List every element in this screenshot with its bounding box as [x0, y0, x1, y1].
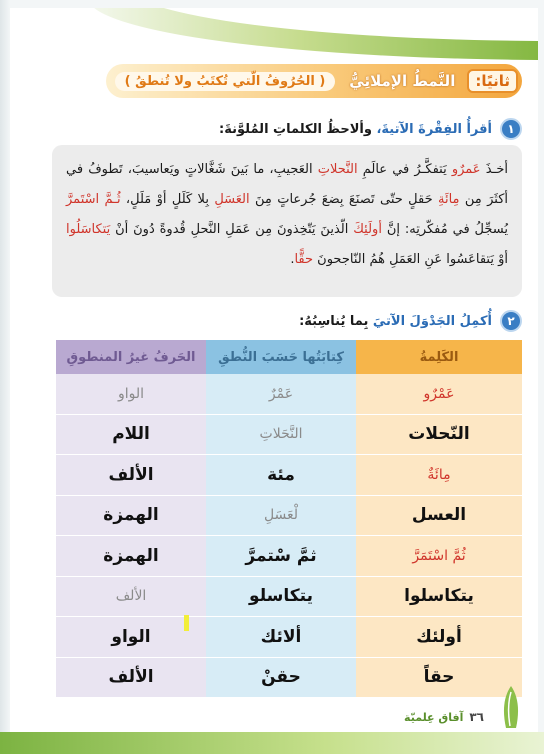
- table-cell-word: أولئك: [356, 617, 522, 658]
- table-cell-pron: النَّحَلاتِ: [206, 415, 356, 456]
- table-cell-word: ثُمَّ اسْتَمَرَّ: [356, 536, 522, 577]
- question-2-prefix: أُكمِلُ الجَدْوَلَ الآتيَ: [372, 313, 492, 329]
- table-cell-letter: الهمزة: [56, 496, 206, 537]
- paragraph-text: بِلا كَلَلٍ أوْ مَلَلٍ،: [120, 192, 215, 207]
- table-cell-letter: الهمزة: [56, 536, 206, 577]
- exercise-table: [56, 340, 522, 698]
- highlighted-word: النَّحلاتِ: [317, 162, 358, 177]
- highlighted-word: حقًّا: [294, 252, 314, 267]
- highlighted-word: ثُـمَّ اسْتَمرَّ: [66, 192, 121, 207]
- section-header: [106, 64, 522, 98]
- section-tag: ثانيًا:: [467, 69, 518, 93]
- table-cell-pron: مئة: [206, 455, 356, 496]
- reading-paragraph: [52, 145, 522, 297]
- paragraph-text: الّذينَ يَتّخِذونَ مِن عَمَلِ النَّحلِ قُدوةً دُونَ أنْ: [110, 222, 354, 237]
- column-header-silent-letter: الحَرفُ غيرُ المنطوقِ: [56, 340, 206, 374]
- table-cell-pron: حقنْ: [206, 658, 356, 699]
- table-cell-pron: عَمْرٌ: [206, 374, 356, 415]
- highlighted-word: العَسَلِ: [214, 192, 250, 207]
- question-1-suffix: وألاحظُ الكلماتِ المُلوَّنةَ:: [219, 121, 377, 137]
- table-cell-word: يتكاسلوا: [356, 577, 522, 618]
- page-number: ٣٦: [469, 710, 484, 724]
- paragraph-text: أوْ يَتقاعَسُوا عَنِ العَمَلِ هُمُ النّاجحونَ: [313, 252, 508, 267]
- question-number-badge: ٢: [500, 310, 522, 332]
- column-header-word: الكَلِمةُ: [356, 340, 522, 374]
- column-header-pronunciation: كِتابَتُها حَسَبَ النُّطقِ: [206, 340, 356, 374]
- table-cell-letter: الواو: [56, 617, 206, 658]
- column-pronunciation: [206, 340, 356, 698]
- question-1-text: [219, 122, 492, 137]
- table-cell-pron: ألائك: [206, 617, 356, 658]
- table-cell-letter: الألف: [56, 455, 206, 496]
- section-title: النَّمطُ الإملائِيُّ: [349, 72, 456, 90]
- question-2-suffix: بِما يُناسِبُهُ:: [299, 313, 373, 329]
- table-cell-pron: لْعَسَلِ: [206, 496, 356, 537]
- table-cell-word: عَمْرٌو: [356, 374, 522, 415]
- highlighter-mark: [184, 615, 189, 631]
- table-cell-word: العسل: [356, 496, 522, 537]
- paragraph-text: .: [290, 252, 295, 267]
- highlighted-word: يَتكاسَلُوا: [66, 222, 111, 237]
- bottom-decoration: [0, 732, 544, 754]
- question-2: [299, 310, 522, 332]
- table-cell-letter: الواو: [56, 374, 206, 415]
- table-cell-letter: الألف: [56, 577, 206, 618]
- question-number-badge: ١: [500, 118, 522, 140]
- table-cell-pron: ثمَّ سْتمرَّ: [206, 536, 356, 577]
- table-cell-letter: الألف: [56, 658, 206, 699]
- section-subtitle: ( الحُرُوفُ الّتي تُكتَبُ ولا تُنطقُ ): [115, 72, 336, 91]
- paragraph-text: العَجيبِ، ما بَينَ شَغَّالاتٍ ويَعاسيبَ، تَطوفُ في أكثَرَ مِن: [66, 162, 509, 207]
- publisher-logo-icon: [496, 684, 526, 732]
- page-footer: [404, 710, 484, 724]
- highlighted-word: مِائَةِ: [438, 192, 460, 207]
- column-silent-letter: [56, 340, 206, 698]
- table-cell-pron: يتكاسلو: [206, 577, 356, 618]
- question-2-text: [299, 314, 492, 329]
- highlighted-word: عَمرٌو: [451, 162, 481, 177]
- table-cell-word: مِائَةٌ: [356, 455, 522, 496]
- column-word: [356, 340, 522, 698]
- paragraph-text: يَتفكَّـرُ في عالَمِ: [357, 162, 452, 177]
- table-cell-letter: اللام: [56, 415, 206, 456]
- paragraph-text: يُسجِّلُ في مُفكّرتِه: إنَّ: [381, 222, 508, 237]
- paragraph-text: أخـذَ: [480, 162, 508, 177]
- paragraph-text: حَقلٍ حتّى تَصنَعَ بِضعَ جُرعاتٍ مِنَ: [249, 192, 438, 207]
- table-cell-word: حقاً: [356, 658, 522, 699]
- question-1: [219, 118, 522, 140]
- highlighted-word: أولَئِكَ: [353, 222, 382, 237]
- table-cell-word: النّحلات: [356, 415, 522, 456]
- publisher-brand: آفاق عِلميّة: [404, 710, 464, 724]
- question-1-prefix: أقرأُ الفِقْرةَ الآتيةَ،: [376, 121, 492, 137]
